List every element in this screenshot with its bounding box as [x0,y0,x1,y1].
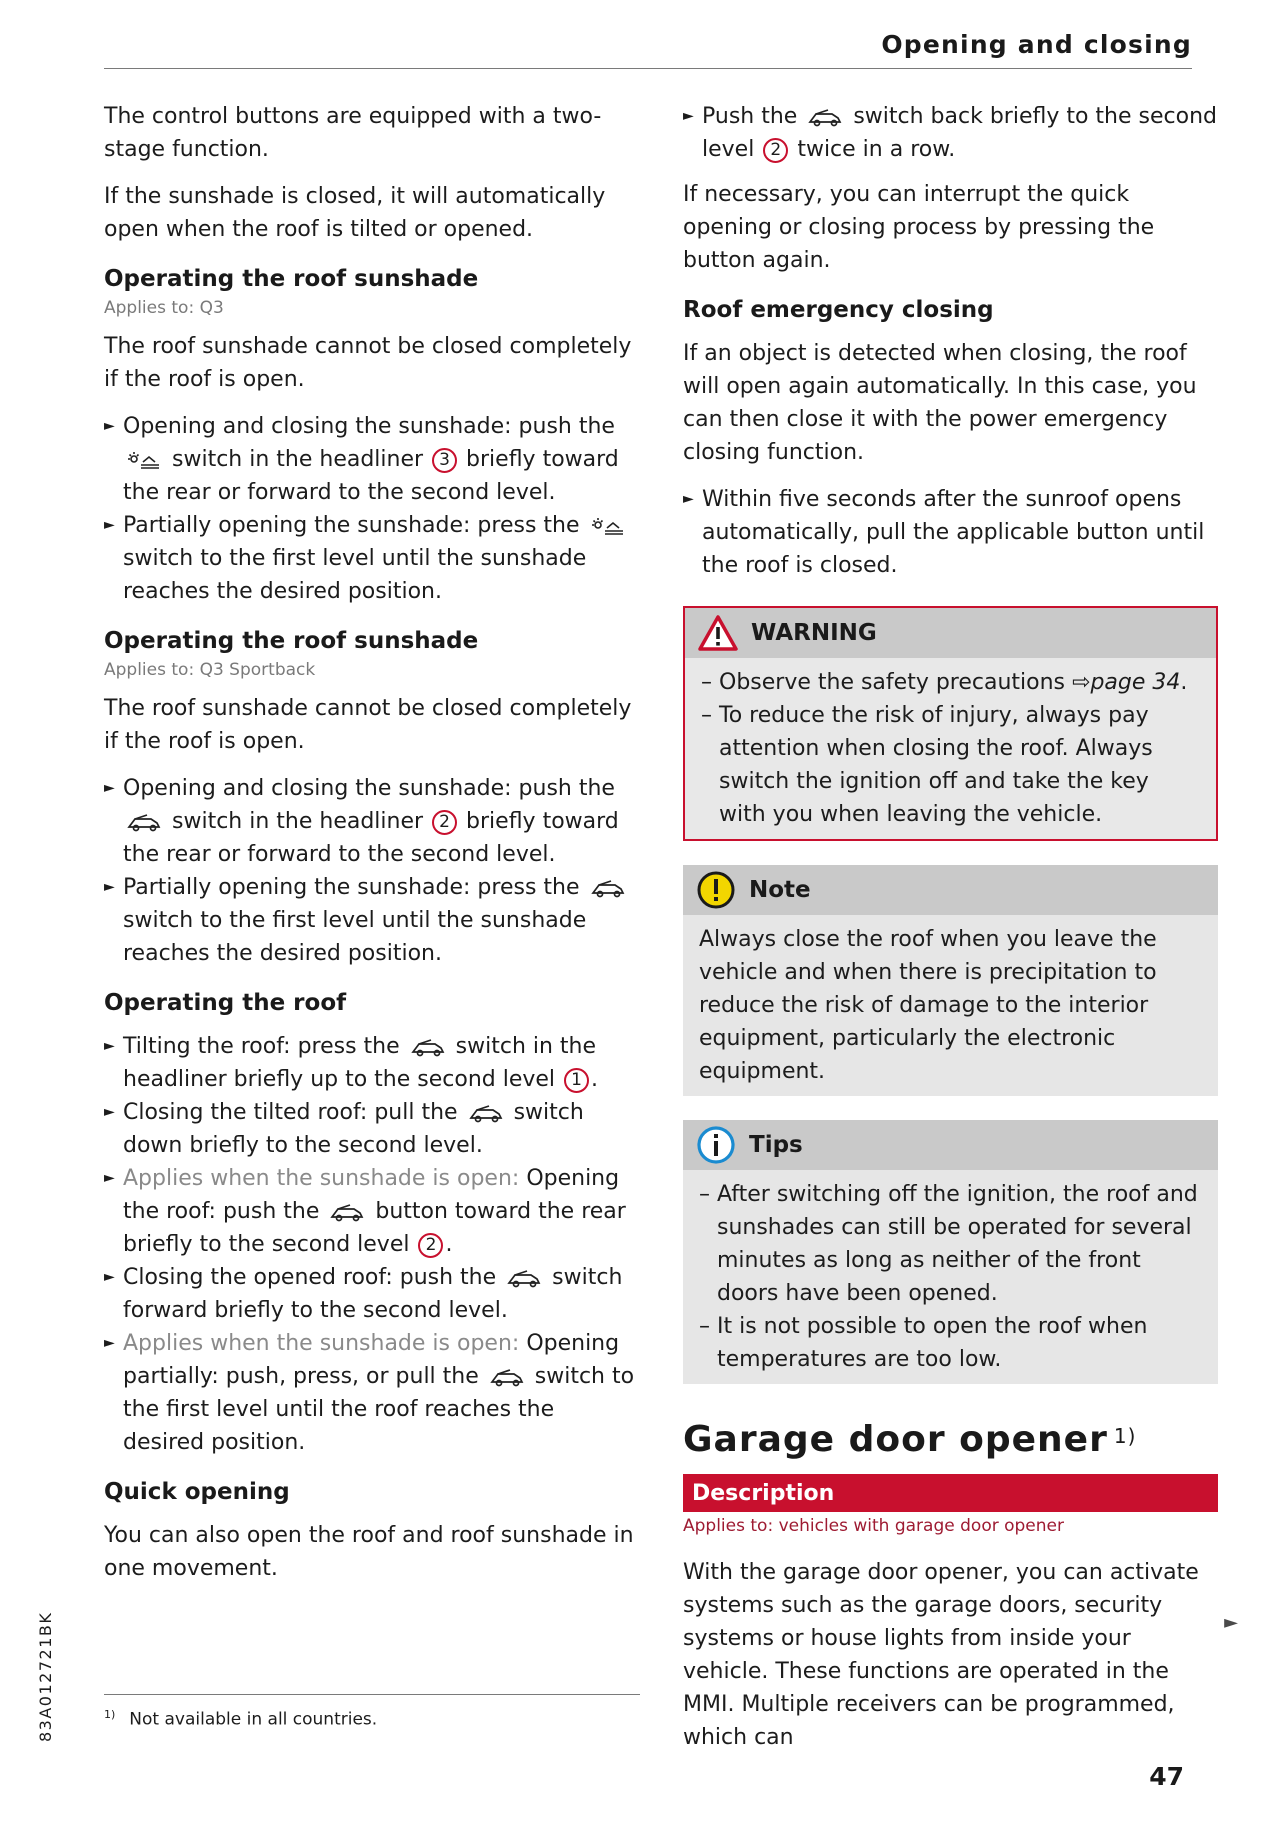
section-heading: Operating the roof sunshade [104,628,479,654]
paragraph: The roof sunshade cannot be closed completely if the roof is open. [104,334,632,392]
step-item: ► Partially opening the sunshade: press the switch to the first level until the sunshade reaches the desired position. [104,871,640,970]
paragraph: If necessary, you can interrupt the quick opening or closing process by pressing the button again. [683,182,1155,273]
step-list [104,772,640,970]
section-heading: Operating the roof [104,990,347,1016]
bullet-arrow-icon: ► [683,108,694,124]
garage-section-title: Garage door opener $^{1)}$ [683,1419,1137,1460]
sunroof-switch-icon [125,811,163,833]
bullet-arrow-icon: ► [104,1170,115,1186]
sunshade-switch-icon [589,515,627,537]
warning-item: – Observe the safety precautions ⇨page 34. [701,670,1188,695]
bullet-arrow-icon: ► [104,1038,115,1054]
note-text: Always close the roof when you leave the vehicle and when there is precipitation to reduce the risk of damage to the interior equipment, particularly the electronic equipment. [699,927,1157,1084]
section-heading: Quick opening [104,1479,290,1505]
step-item: ► Opening and closing the sunshade: push the switch in the headliner 3 briefly toward the rear or forward to the second level. [104,410,640,509]
note-title: Note [749,876,811,903]
footnote: $^{1)}$ Not available in all countries. [104,1708,378,1730]
page-number: 47 [1149,1762,1184,1791]
bullet-arrow-icon: ► [104,1335,115,1351]
step-item: ► Opening and closing the sunshade: push the switch in the headliner 2 briefly toward the rear or forward to the second level. [104,772,640,871]
step-item: ► Push the switch back briefly to the second level 2 twice in a row. [683,100,1218,166]
sunroof-switch-icon [488,1366,526,1388]
exclamation-circle-icon [695,870,737,910]
paragraph: With the garage door opener, you can activate systems such as the garage doors, security systems or house lights from inside your vehicle. These functions are operated in the MMI. Multiple receivers can be programmed, which can [683,1560,1199,1750]
bullet-arrow-icon: ► [104,879,115,895]
warning-title: WARNING [751,619,877,646]
tips-title: Tips [749,1131,803,1158]
step-list [104,410,640,608]
sunroof-switch-icon [806,106,844,128]
step-item: ► Tilting the roof: press the switch in the headliner briefly up to the second level 1 . [104,1030,640,1096]
callout-number: 2 [418,1233,443,1258]
paragraph: The roof sunshade cannot be closed completely if the roof is open. [104,696,632,754]
page-ref-arrow-icon: ⇨ [1072,670,1091,695]
callout-number: 2 [763,138,788,163]
step-list [683,483,1218,582]
tips-box [683,1120,1218,1384]
paragraph: If an object is detected when closing, the roof will open again automatically. In this case, you can then close it with the power emergency closing function. [683,341,1197,465]
bullet-arrow-icon: ► [104,780,115,796]
bullet-arrow-icon: ► [104,1104,115,1120]
tips-item: – After switching off the ignition, the roof and sunshades can still be operated for several minutes as long as neither of the front doors have been opened. [699,1182,1198,1306]
warning-item: – To reduce the risk of injury, always pay attention when closing the roof. Always switch the ignition off and take the key with you when leaving the vehicle. [701,703,1153,827]
step-item: ► Closing the tilted roof: pull the switch down briefly to the second level. [104,1096,640,1162]
tips-list [699,1178,1202,1376]
section-heading: Operating the roof sunshade [104,266,479,292]
step-list [104,1030,640,1459]
callout-number: 2 [432,810,457,835]
info-circle-icon [695,1125,737,1165]
sunroof-switch-icon [505,1267,543,1289]
step-item: ► Partially opening the sunshade: press the switch to the first level until the sunshade reaches the desired position. [104,509,640,608]
bullet-arrow-icon: ► [683,491,694,507]
intro-paragraph: If the sunshade is closed, it will automatically open when the roof is tilted or opened. [104,184,606,242]
sunroof-switch-icon [409,1036,447,1058]
paragraph: You can also open the roof and roof sunshade in one movement. [104,1523,634,1581]
step-item: ► Applies when the sunshade is open: Opening the roof: push the button toward the rear briefly to the second level 2 . [104,1162,640,1261]
sunshade-switch-icon [125,449,163,471]
intro-paragraph: The control buttons are equipped with a two-stage function. [104,104,602,162]
continue-arrow-icon: ► [1224,1612,1238,1633]
sunroof-switch-icon [589,877,627,899]
description-bar: Description [683,1474,1218,1512]
tips-item: – It is not possible to open the roof when temperatures are too low. [699,1314,1148,1372]
page-reference-link[interactable]: page 34 [1090,670,1181,695]
step-list [683,100,1218,166]
callout-number: 3 [432,448,457,473]
sunroof-switch-icon [328,1201,366,1223]
bullet-arrow-icon: ► [104,1269,115,1285]
left-column [104,100,640,1599]
applies-to: Applies to: Q3 [104,298,224,318]
header-rule [104,68,1192,69]
note-header [683,865,1218,915]
document-code: 83A012721BK [36,1611,55,1742]
footnote-rule [104,1694,640,1695]
warning-header [685,608,1216,658]
step-item: ► Closing the opened roof: push the switch forward briefly to the second level. [104,1261,640,1327]
bullet-arrow-icon: ► [104,418,115,434]
page-header-title: Opening and closing [881,30,1192,59]
applies-to: Applies to: Q3 Sportback [104,660,316,680]
warning-box [683,606,1218,841]
footnote-marker: 1) [1113,1424,1137,1448]
callout-number: 1 [564,1068,589,1093]
warning-list [701,666,1200,831]
section-heading: Roof emergency closing [683,297,994,323]
applies-to: Applies to: vehicles with garage door opener [683,1516,1064,1536]
bullet-arrow-icon: ► [104,517,115,533]
step-item: ► Applies when the sunshade is open: Opening partially: push, press, or pull the switch to the first level until the roof reaches the desired position. [104,1327,640,1459]
sunroof-switch-icon [467,1102,505,1124]
note-box [683,865,1218,1096]
right-column [683,100,1218,1768]
step-item: ► Within five seconds after the sunroof opens automatically, pull the applicable button until the roof is closed. [683,483,1218,582]
tips-header [683,1120,1218,1170]
warning-triangle-icon [697,613,739,653]
